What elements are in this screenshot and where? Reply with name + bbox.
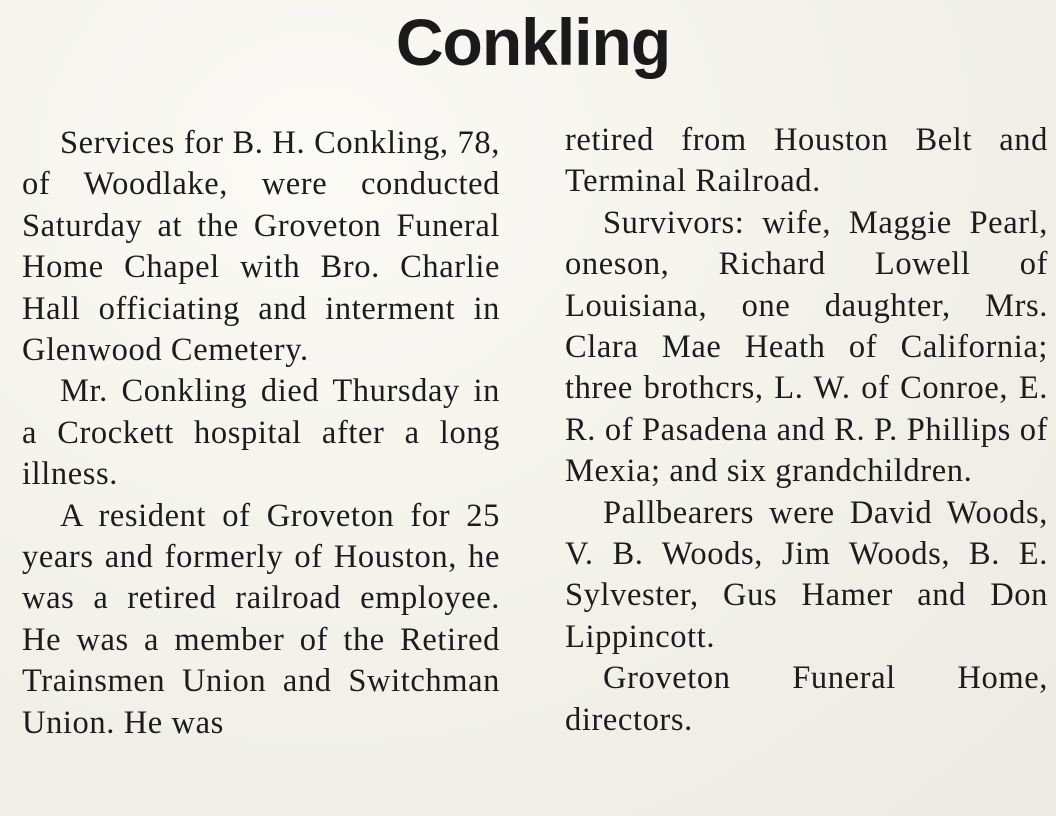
left-text-column [22, 123, 500, 744]
paragraph-residence-continued: retired from Houston Belt and Terminal Railroad. [565, 122, 1048, 200]
paragraph-directors: Groveton Funeral Home, directors. [565, 660, 1048, 738]
paragraph-residence: A resident of Groveton for 25 years and formerly of Houston, he was a retired railroad employee. He was a member of the Retired Trainsmen Union and Switchman Union. He was [22, 497, 500, 741]
right-text-column [565, 120, 1048, 741]
paragraph-pallbearers: Pallbearers were David Woods, V. B. Woods, Jim Woods, B. E. Sylvester, Gus Hamer and Don Lippincott. [565, 494, 1048, 655]
paragraph-services: Services for B. H. Conkling, 78, of Woodlake, were conducted Saturday at the Groveton Funeral Home Chapel with Bro. Charlie Hall officiating and interment in Glenwood Cemetery. [22, 125, 500, 369]
obituary-headline: Conkling [395, 5, 671, 79]
paragraph-survivors: Survivors: wife, Maggie Pearl, oneson, Richard Lowell of Louisiana, one daughter, Mrs. Clara Mae Heath of California; three brothcrs, L. W. of Conroe, E. R. of Pasadena and R. P. Phillips of Mexia; and six grandchildren. [565, 204, 1048, 490]
paragraph-death: Mr. Conkling died Thursday in a Crockett hospital after a long illness. [22, 373, 500, 493]
